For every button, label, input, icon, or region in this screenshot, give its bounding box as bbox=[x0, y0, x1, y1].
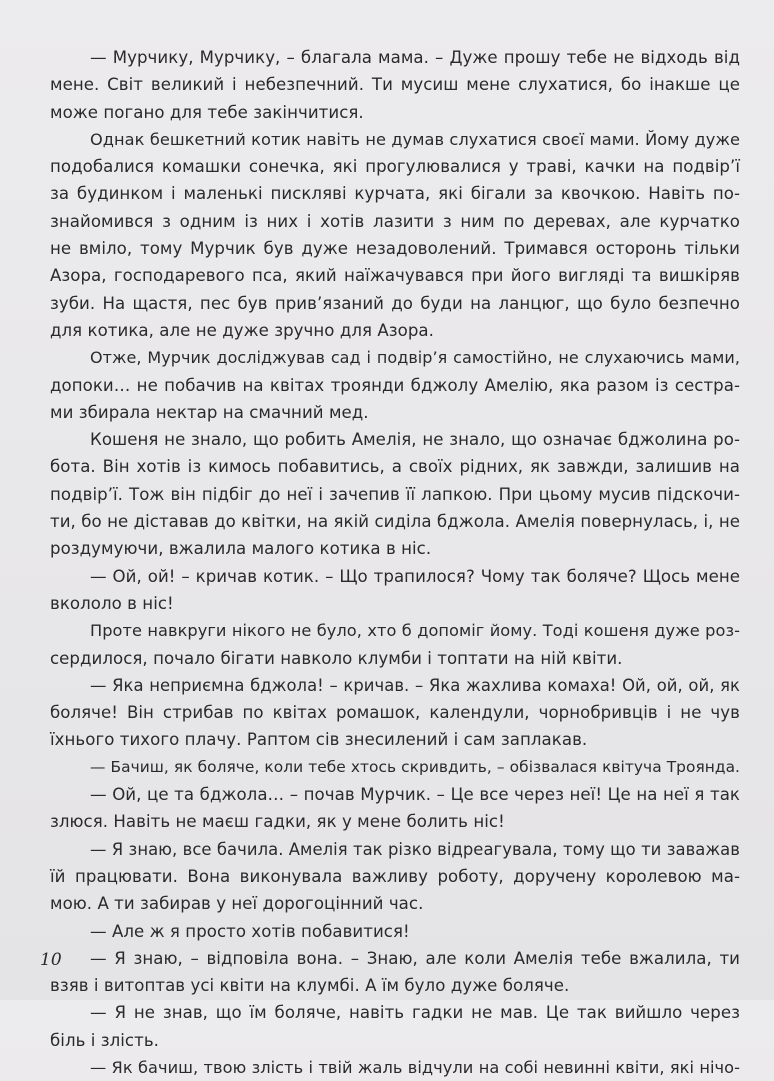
text-line: бота. Він хотів із кимось побавитись, а своїх рідних, як завжди, залишив на bbox=[50, 457, 740, 477]
text-line: їхнього тихого плачу. Раптом сів знесилений і сам заплакав. bbox=[50, 730, 588, 750]
text-line: — Я не знав, що їм боляче, навіть гадки не мав. Це так вийшло через bbox=[90, 1003, 740, 1023]
text-line: Кошеня не знало, що робить Амелія, не знало, що означає бджолина ро- bbox=[90, 430, 740, 450]
text-line: подвір’ї. Тож він підбіг до неї і зачепив її лапкою. При цьому мусив підскочи- bbox=[50, 484, 740, 504]
text-line: ти, бо не діставав до квітки, на якій сиділа бджола. Амелія повернулась, і, не bbox=[50, 512, 740, 532]
text-line: сердилося, почало бігати навколо клумби і топтати на ній квіти. bbox=[50, 648, 623, 668]
text-line: вкололо в ніс! bbox=[50, 593, 174, 613]
text-line: взяв і витоптав усі квіти на клумбі. А їм було дуже боляче. bbox=[50, 976, 570, 996]
text-line: — Ой, ой! – кричав котик. – Що трапилося? Чому так боляче? Щось мене bbox=[90, 566, 740, 586]
text-line: злюся. Навіть не маєш гадки, як у мене болить ніс! bbox=[50, 812, 505, 832]
text-line: ми збирала нектар на смачний мед. bbox=[50, 402, 369, 422]
text-line: — Але ж я просто хотів побавитися! bbox=[90, 921, 410, 941]
story-text bbox=[50, 44, 740, 1081]
text-line: подобалися комашки сонечка, які прогулювалися у траві, качки на подвір’ї bbox=[50, 157, 740, 177]
text-line: мою. А ти забирав у неї дорогоцінний час. bbox=[50, 894, 424, 914]
text-line: допоки… не побачив на квітах троянди бджолу Амелію, яка разом із сестра- bbox=[50, 375, 740, 395]
text-line: Азора, господаревого пса, який наїжачувався при його вигляді та вишкіряв bbox=[50, 266, 740, 286]
text-line: Проте навкруги нікого не було, хто б допоміг йому. Тоді кошеня дуже роз- bbox=[90, 621, 740, 641]
text-line: — Я знаю, – відповіла вона. – Знаю, але коли Амелія тебе вжалила, ти bbox=[90, 948, 740, 968]
text-line: для котика, але не дуже зручно для Азора. bbox=[50, 320, 434, 340]
text-line: роздумуючи, вжалила малого котика в ніс. bbox=[50, 539, 432, 559]
text-line: — Бачиш, як боляче, коли тебе хтось скривдить, – обізвалася квітуча Троянда. bbox=[90, 757, 740, 776]
text-line: мене. Світ великий і небезпечний. Ти мусиш мене слухатися, бо інакше це bbox=[50, 75, 740, 95]
text-line: Отже, Мурчик досліджував сад і подвір’я самостійно, не слухаючись мами, bbox=[90, 348, 740, 368]
text-line: не вміло, тому Мурчик був дуже незадоволений. Тримався осторонь тільки bbox=[50, 239, 740, 259]
text-line: біль і злість. bbox=[50, 1030, 159, 1050]
text-line: Однак бешкетний котик навіть не думав слухатися своєї мами. Йому дуже bbox=[90, 129, 740, 149]
text-line: може погано для тебе закінчитися. bbox=[50, 102, 364, 122]
text-line: зуби. На щастя, пес був прив’язаний до буди на ланцюг, що було безпечно bbox=[50, 293, 740, 313]
text-line: — Ой, це та бджола… – почав Мурчик. – Це все через неї! Це на неї я так bbox=[90, 785, 740, 805]
text-line: — Я знаю, все бачила. Амелія так різко відреагувала, тому що ти заважав bbox=[90, 839, 740, 859]
text-line: — Як бачиш, твою злість і твій жаль відчули на собі невинні квіти, які нічо- bbox=[90, 1057, 740, 1077]
text-line: боляче! Він стрибав по квітах ромашок, календули, чорнобривців і не чув bbox=[50, 703, 740, 723]
text-line: — Мурчику, Мурчику, – благала мама. – Дуже прошу тебе не відходь від bbox=[90, 48, 740, 67]
text-line: їй працювати. Вона виконувала важливу роботу, доручену королевою ма- bbox=[50, 866, 740, 886]
text-line: — Яка неприємна бджола! – кричав. – Яка жахлива комаха! Ой, ой, ой, як bbox=[90, 675, 740, 695]
text-line: знайомився з одним із них і хотів лазити з ним по деревах, але курчатко bbox=[50, 211, 740, 231]
page-number: 10 bbox=[40, 950, 62, 970]
text-line: за будинком і маленькі пискляві курчата, які бігали за квочкою. Навіть по- bbox=[50, 184, 740, 204]
